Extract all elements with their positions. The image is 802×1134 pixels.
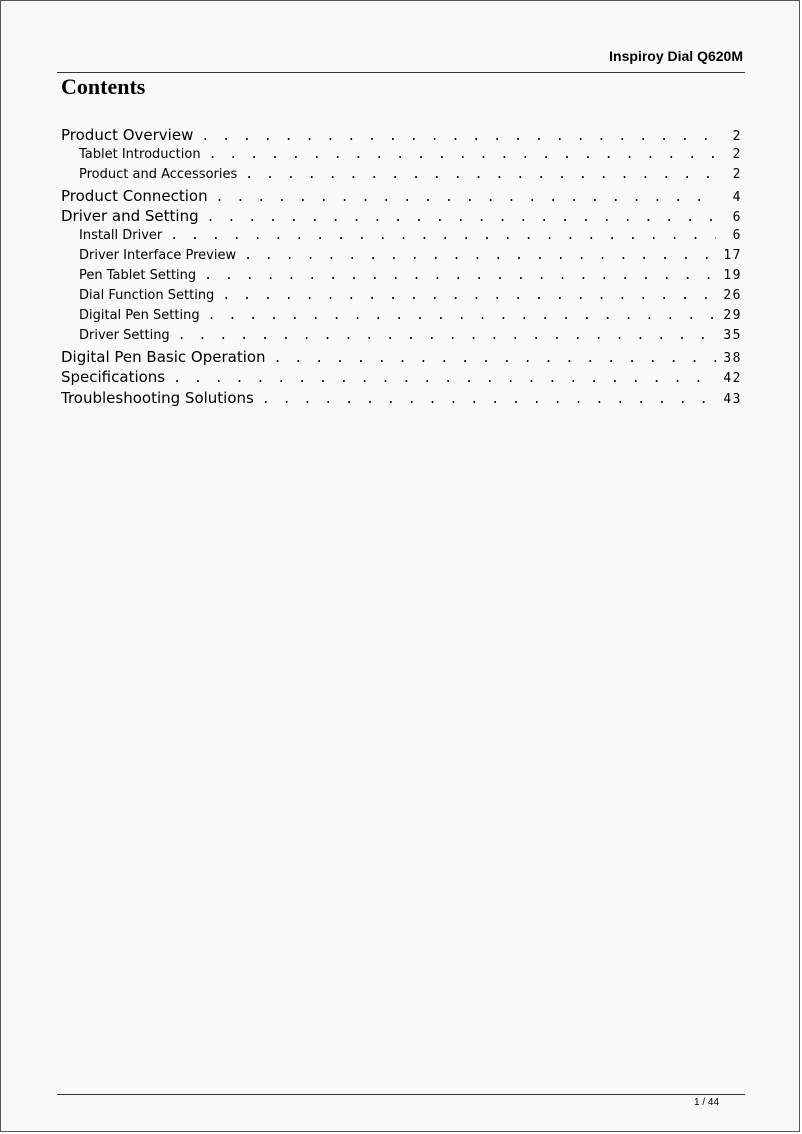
toc-dot-leader	[209, 147, 716, 162]
toc-entry-label: Tablet Introduction	[79, 146, 201, 162]
toc-dot-leader	[173, 371, 716, 386]
toc-dot-leader	[170, 228, 716, 243]
toc-dot-leader	[222, 288, 716, 303]
toc-entry-page-number: 26	[723, 287, 742, 303]
table-of-contents	[61, 126, 742, 409]
toc-entry-page-number: 6	[732, 210, 742, 225]
toc-entry-label: Product Overview	[61, 126, 194, 144]
toc-entry[interactable]	[61, 207, 742, 228]
toc-entry-label: Pen Tablet Setting	[79, 267, 197, 283]
toc-entry-page-number: 2	[732, 146, 742, 162]
toc-entry-page-number: 38	[723, 350, 742, 366]
toc-entry-label: Product Connection	[61, 186, 208, 205]
footer-divider	[57, 1094, 745, 1095]
toc-entry[interactable]	[61, 348, 742, 369]
toc-entry-label: Specifications	[61, 368, 166, 386]
toc-entry-label: Digital Pen Basic Operation	[61, 347, 266, 366]
toc-dot-leader	[201, 129, 716, 144]
toc-entry-label: Digital Pen Setting	[79, 307, 200, 323]
toc-dot-leader	[262, 392, 716, 407]
toc-entry[interactable]	[61, 288, 742, 308]
toc-entry[interactable]	[61, 126, 742, 147]
toc-dot-leader	[274, 351, 716, 366]
header-title: Inspiroy Dial Q620M	[609, 48, 743, 64]
toc-entry[interactable]	[61, 187, 742, 208]
toc-dot-leader	[244, 248, 716, 263]
toc-entry-page-number: 2	[732, 129, 742, 144]
toc-entry-page-number: 4	[732, 189, 742, 205]
toc-entry-page-number: 6	[732, 227, 742, 243]
toc-entry-page-number: 29	[723, 307, 742, 323]
toc-dot-leader	[178, 328, 716, 343]
toc-entry-page-number: 42	[723, 371, 742, 386]
toc-entry[interactable]	[61, 308, 742, 328]
toc-entry[interactable]	[61, 248, 742, 268]
toc-entry-label: Troubleshooting Solutions	[61, 388, 254, 407]
toc-entry-page-number: 35	[723, 327, 742, 343]
toc-entry-label: Driver and Setting	[61, 207, 199, 225]
toc-dot-leader	[208, 308, 716, 323]
toc-entry[interactable]	[61, 389, 742, 410]
toc-entry-label: Install Driver	[79, 227, 163, 243]
toc-entry[interactable]	[61, 228, 742, 248]
toc-entry-label: Dial Function Setting	[79, 287, 215, 303]
toc-dot-leader	[216, 190, 716, 205]
header-divider	[57, 72, 745, 73]
toc-entry-label: Product and Accessories	[79, 166, 238, 182]
page-indicator: 1 / 44	[694, 1097, 720, 1108]
toc-entry[interactable]	[61, 268, 742, 288]
toc-entry-page-number: 43	[723, 391, 742, 407]
toc-entry-page-number: 2	[732, 166, 742, 182]
toc-dot-leader	[204, 268, 716, 283]
toc-entry[interactable]	[61, 328, 742, 348]
toc-entry-page-number: 19	[723, 267, 742, 283]
toc-entry-page-number: 17	[723, 247, 742, 263]
toc-entry[interactable]	[61, 167, 742, 187]
toc-dot-leader	[245, 167, 716, 182]
toc-entry-label: Driver Interface Preview	[79, 247, 237, 263]
toc-dot-leader	[207, 210, 716, 225]
contents-heading: Contents	[61, 74, 146, 99]
toc-entry-label: Driver Setting	[79, 327, 170, 343]
toc-entry[interactable]	[61, 147, 742, 167]
toc-entry[interactable]	[61, 368, 742, 389]
